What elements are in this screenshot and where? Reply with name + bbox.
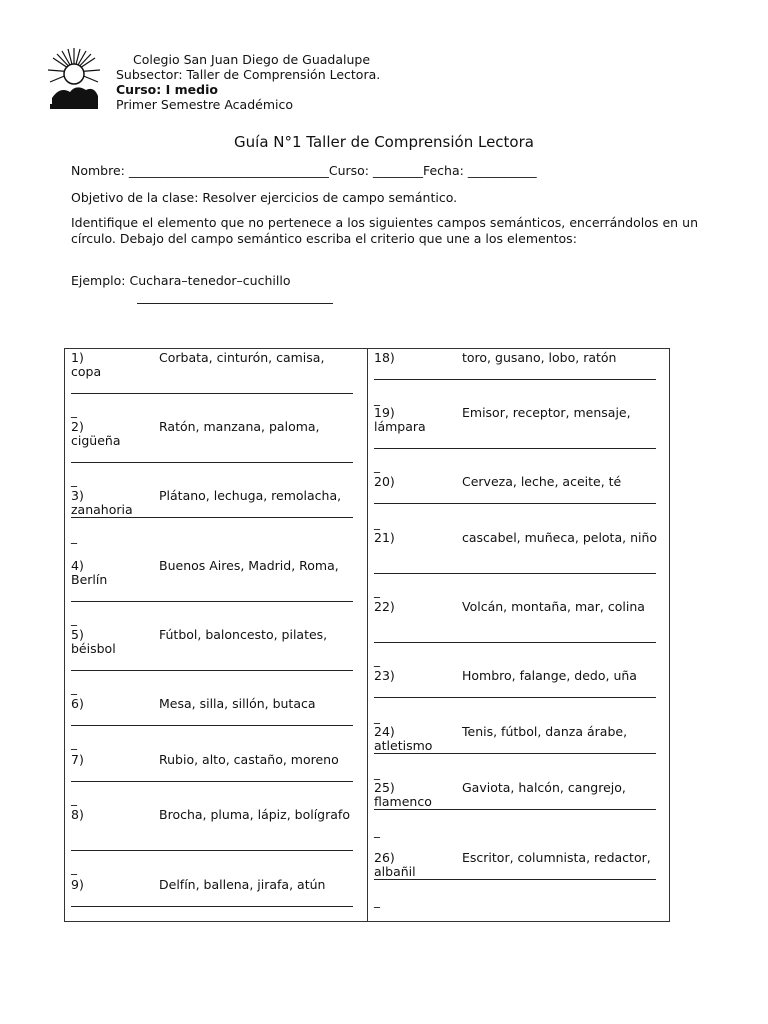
exercise-item: 24) Tenis, fútbol, danza árabe, atletismo: [374, 724, 628, 753]
example: Ejemplo: Cuchara–tenedor–cuchillo: [71, 273, 291, 288]
exercise-item: 7) Rubio, alto, castaño, moreno: [71, 752, 339, 767]
answer-line-tail: _: [374, 894, 380, 908]
answer-line-tail: _: [374, 459, 380, 473]
objective: Objetivo de la clase: Resolver ejercicios de campo semántico.: [71, 190, 458, 205]
exercise-item: 22) Volcán, montaña, mar, colina: [374, 599, 645, 614]
answer-line-tail: _: [71, 681, 77, 695]
exercise-item: 8) Brocha, pluma, lápiz, bolígrafo: [71, 807, 350, 822]
exercise-item: 19) Emisor, receptor, mensaje, lámpara: [374, 405, 631, 434]
answer-line: [71, 462, 353, 463]
answer-line: [71, 906, 353, 907]
answer-line-tail: _: [71, 792, 77, 806]
exercise-item: 3) Plátano, lechuga, remolacha, zanahoria: [71, 488, 342, 517]
answer-line: [374, 379, 656, 380]
document-header: [46, 44, 686, 114]
exercise-item: 6) Mesa, silla, sillón, butaca: [71, 696, 316, 711]
exercise-item: 23) Hombro, falange, dedo, uña: [374, 668, 637, 683]
answer-line-tail: _: [374, 824, 380, 838]
exercise-item: 26) Escritor, columnista, redactor, albañil: [374, 850, 651, 879]
answer-line-tail: _: [71, 404, 77, 418]
exercise-item: 5) Fútbol, baloncesto, pilates, béisbol: [71, 627, 328, 656]
exercise-item: 9) Delfín, ballena, jirafa, atún: [71, 877, 326, 892]
school-logo-icon: [46, 46, 102, 112]
school-info: [116, 52, 380, 112]
exercise-item: 18) toro, gusano, lobo, ratón: [374, 350, 617, 365]
answer-line: [71, 850, 353, 851]
answer-line-tail: _: [71, 736, 77, 750]
answer-line: [374, 573, 656, 574]
exercise-item: 21) cascabel, muñeca, pelota, niño: [374, 530, 658, 545]
answer-line: [71, 725, 353, 726]
school-name: Colegio San Juan Diego de Guadalupe: [133, 52, 371, 67]
exercise-table: [64, 348, 670, 922]
exercise-item: 1) Corbata, cinturón, camisa, copa: [71, 350, 325, 379]
exercise-item: 20) Cerveza, leche, aceite, té: [374, 474, 622, 489]
document-title: Guía N°1 Taller de Comprensión Lectora: [234, 133, 534, 151]
answer-line: [374, 809, 656, 810]
answer-line: [71, 517, 353, 518]
course: Curso: I medio: [116, 82, 218, 97]
form-fields-line: Nombre: ________________________________Curso: ________Fecha: ___________: [71, 163, 537, 178]
subsector: Subsector: Taller de Comprensión Lectora.: [116, 67, 381, 82]
answer-line-tail: _: [374, 710, 380, 724]
answer-line-tail: _: [71, 861, 77, 875]
answer-line-tail: _: [71, 530, 77, 544]
answer-line: [71, 601, 353, 602]
exercise-item: 2) Ratón, manzana, paloma, cigüeña: [71, 419, 320, 448]
exercise-item: 25) Gaviota, halcón, cangrejo, flamenco: [374, 780, 626, 809]
answer-line-tail: _: [374, 653, 380, 667]
answer-line-tail: _: [374, 584, 380, 598]
answer-line-tail: _: [374, 516, 380, 530]
answer-line-tail: _: [71, 612, 77, 626]
instructions: Identifique el elemento que no pertenece a los siguientes campos semánticos, encerrándolos en un círculo. Debajo del campo semántico escriba el criterio que une a los elementos:: [71, 215, 698, 246]
answer-line-tail: _: [71, 473, 77, 487]
answer-line: [71, 781, 353, 782]
answer-line: [374, 753, 656, 754]
exercise-item: 4) Buenos Aires, Madrid, Roma, Berlín: [71, 558, 339, 587]
answer-line: [374, 879, 656, 880]
answer-line-tail: _: [374, 392, 380, 406]
example-answer-blank: [137, 303, 333, 304]
answer-line: [71, 393, 353, 394]
answer-line: [71, 670, 353, 671]
answer-line: [374, 697, 656, 698]
answer-line: [374, 503, 656, 504]
answer-line: [374, 642, 656, 643]
answer-line-tail: _: [374, 766, 380, 780]
column-divider: [367, 349, 368, 921]
answer-line: [374, 448, 656, 449]
semester: Primer Semestre Académico: [116, 97, 294, 112]
